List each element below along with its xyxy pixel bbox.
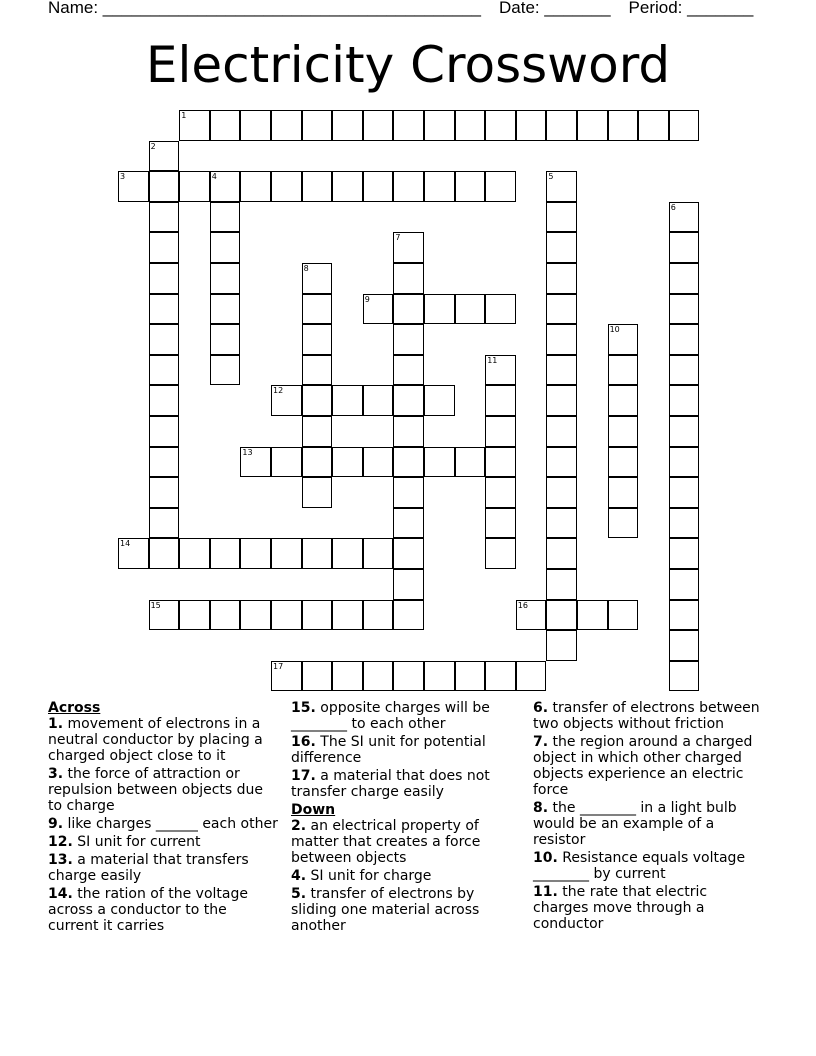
grid-cell[interactable] <box>240 447 271 478</box>
grid-cell[interactable] <box>393 508 424 539</box>
grid-cell[interactable] <box>271 447 302 478</box>
grid-cell[interactable] <box>577 110 608 141</box>
cell-number: 4 <box>211 172 217 182</box>
grid-cell[interactable] <box>424 447 455 478</box>
cell-number: 8 <box>303 264 309 273</box>
grid-cell[interactable] <box>669 355 700 386</box>
grid-cell[interactable] <box>149 447 180 478</box>
grid-cell[interactable] <box>149 171 180 202</box>
cell-number: 10 <box>609 325 620 335</box>
grid-cell[interactable] <box>149 477 180 508</box>
grid-cell[interactable] <box>669 477 700 508</box>
grid-cell[interactable] <box>332 110 363 141</box>
grid-cell[interactable] <box>393 355 424 386</box>
grid-cell[interactable] <box>363 661 394 692</box>
grid-cell[interactable] <box>393 661 424 692</box>
clue-down-7: 7. the region around a charged object in which other charged objects experience an electric force <box>533 734 753 798</box>
grid-cell[interactable] <box>302 538 333 569</box>
grid-cell[interactable] <box>271 661 302 692</box>
grid-cell[interactable] <box>363 447 394 478</box>
grid-cell[interactable] <box>485 294 516 325</box>
cell-number: 9 <box>364 294 370 304</box>
clue-across-13: 13. a material that transfers charge easily <box>48 852 249 884</box>
grid-cell[interactable] <box>363 385 394 416</box>
grid-cell[interactable] <box>149 263 180 294</box>
grid-cell[interactable] <box>546 385 577 416</box>
grid-cell[interactable] <box>393 416 424 447</box>
grid-cell[interactable] <box>546 600 577 631</box>
grid-cell[interactable] <box>669 569 700 600</box>
clue-down-4: 4. SI unit for charge <box>291 868 432 884</box>
grid-cell[interactable] <box>240 600 271 631</box>
grid-cell[interactable] <box>179 538 210 569</box>
cell-number: 7 <box>395 233 401 243</box>
grid-cell[interactable] <box>393 171 424 202</box>
grid-cell[interactable] <box>149 416 180 447</box>
cell-number: 15 <box>150 600 161 610</box>
grid-cell[interactable] <box>393 385 424 416</box>
grid-cell[interactable] <box>546 569 577 600</box>
grid-cell[interactable] <box>455 661 486 692</box>
grid-cell[interactable] <box>485 355 516 386</box>
clue-across-16: 16. The SI unit for potential difference <box>291 734 486 766</box>
grid-cell[interactable] <box>149 141 180 172</box>
grid-cell[interactable] <box>393 324 424 355</box>
grid-cell[interactable] <box>393 447 424 478</box>
grid-cell[interactable] <box>608 477 639 508</box>
grid-cell[interactable] <box>485 385 516 416</box>
cell-number: 12 <box>273 386 284 396</box>
grid-cell[interactable] <box>485 477 516 508</box>
grid-cell[interactable] <box>546 110 577 141</box>
grid-cell[interactable] <box>393 110 424 141</box>
grid-cell[interactable] <box>393 294 424 325</box>
grid-cell[interactable] <box>546 232 577 263</box>
cell-number: 14 <box>120 539 131 549</box>
grid-cell[interactable] <box>608 355 639 386</box>
grid-cell[interactable] <box>669 630 700 661</box>
grid-cell[interactable] <box>393 232 424 263</box>
grid-cell[interactable] <box>179 171 210 202</box>
grid-cell[interactable] <box>149 508 180 539</box>
grid-cell[interactable] <box>608 385 639 416</box>
grid-cell[interactable] <box>302 416 333 447</box>
grid-cell[interactable] <box>546 324 577 355</box>
grid-cell[interactable] <box>302 324 333 355</box>
clue-across-15: 15. opposite charges will be ________ to each other <box>291 700 490 732</box>
grid-cell[interactable] <box>271 110 302 141</box>
grid-cell[interactable] <box>669 416 700 447</box>
grid-cell[interactable] <box>210 294 241 325</box>
cell-number: 2 <box>150 141 156 151</box>
grid-cell[interactable] <box>669 385 700 416</box>
down-heading: Down <box>291 802 336 818</box>
grid-cell[interactable] <box>210 202 241 233</box>
grid-cell[interactable] <box>546 202 577 233</box>
grid-cell[interactable] <box>516 600 547 631</box>
grid-cell[interactable] <box>608 600 639 631</box>
date-field[interactable]: Date: _______ <box>498 0 611 17</box>
across-heading: Across <box>48 700 101 716</box>
grid-cell[interactable] <box>302 263 333 294</box>
clue-down-11: 11. the rate that electric charges move through a conductor <box>533 884 708 932</box>
cell-number: 5 <box>548 172 554 182</box>
cell-number: 1 <box>181 111 187 120</box>
grid-cell[interactable] <box>149 355 180 386</box>
grid-cell[interactable] <box>393 263 424 294</box>
cell-number: 17 <box>273 661 284 671</box>
clue-down-5: 5. transfer of electrons by sliding one material across another <box>291 886 480 934</box>
grid-cell[interactable] <box>210 355 241 386</box>
grid-cell[interactable] <box>302 385 333 416</box>
grid-cell[interactable] <box>669 110 700 141</box>
grid-cell[interactable] <box>546 447 577 478</box>
grid-cell[interactable] <box>302 294 333 325</box>
grid-cell[interactable] <box>455 294 486 325</box>
grid-cell[interactable] <box>546 630 577 661</box>
grid-cell[interactable] <box>302 447 333 478</box>
grid-cell[interactable] <box>363 600 394 631</box>
grid-cell[interactable] <box>638 110 669 141</box>
grid-cell[interactable] <box>302 110 333 141</box>
grid-cell[interactable] <box>485 110 516 141</box>
clue-across-1: 1. movement of electrons in a neutral conductor by placing a charged object close to it <box>48 716 263 764</box>
grid-cell[interactable] <box>179 600 210 631</box>
grid-cell[interactable] <box>149 600 180 631</box>
grid-cell[interactable] <box>363 294 394 325</box>
grid-cell[interactable] <box>669 508 700 539</box>
grid-cell[interactable] <box>302 661 333 692</box>
grid-cell[interactable] <box>149 324 180 355</box>
clue-down-2: 2. an electrical property of matter that creates a force between objects <box>291 818 481 866</box>
grid-cell[interactable] <box>179 110 210 141</box>
grid-cell[interactable] <box>393 538 424 569</box>
grid-cell[interactable] <box>455 447 486 478</box>
grid-cell[interactable] <box>332 385 363 416</box>
grid-cell[interactable] <box>546 508 577 539</box>
grid-cell[interactable] <box>393 569 424 600</box>
grid-cell[interactable] <box>393 477 424 508</box>
grid-cell[interactable] <box>455 171 486 202</box>
grid-cell[interactable] <box>485 538 516 569</box>
grid-cell[interactable] <box>424 661 455 692</box>
grid-cell[interactable] <box>271 385 302 416</box>
grid-cell[interactable] <box>210 171 241 202</box>
grid-cell[interactable] <box>302 171 333 202</box>
grid-cell[interactable] <box>302 355 333 386</box>
grid-cell[interactable] <box>485 171 516 202</box>
grid-cell[interactable] <box>669 232 700 263</box>
clue-across-3: 3. the force of attraction or repulsion between objects due to charge <box>48 766 264 814</box>
clues-column-1 <box>48 700 280 936</box>
grid-cell[interactable] <box>424 294 455 325</box>
grid-cell[interactable] <box>669 324 700 355</box>
grid-cell[interactable] <box>608 416 639 447</box>
grid-cell[interactable] <box>546 294 577 325</box>
grid-cell[interactable] <box>546 538 577 569</box>
grid-cell[interactable] <box>546 171 577 202</box>
grid-cell[interactable] <box>271 538 302 569</box>
grid-cell[interactable] <box>271 171 302 202</box>
grid-cell[interactable] <box>669 661 700 692</box>
cell-number: 11 <box>487 355 498 365</box>
grid-cell[interactable] <box>118 538 149 569</box>
grid-cell[interactable] <box>210 538 241 569</box>
grid-cell[interactable] <box>332 600 363 631</box>
grid-cell[interactable] <box>577 600 608 631</box>
grid-cell[interactable] <box>669 263 700 294</box>
grid-cell[interactable] <box>302 477 333 508</box>
grid-cell[interactable] <box>363 110 394 141</box>
clue-down-8: 8. the ________ in a light bulb would be an example of a resistor <box>533 800 737 848</box>
grid-cell[interactable] <box>608 324 639 355</box>
grid-cell[interactable] <box>240 538 271 569</box>
cell-number: 16 <box>517 600 528 610</box>
grid-cell[interactable] <box>546 416 577 447</box>
grid-cell[interactable] <box>332 538 363 569</box>
grid-cell[interactable] <box>669 294 700 325</box>
cell-number: 3 <box>120 172 126 182</box>
clue-across-14: 14. the ration of the voltage across a conductor to the current it carries <box>48 886 248 934</box>
cell-number: 13 <box>242 447 253 457</box>
grid-cell[interactable] <box>210 232 241 263</box>
clues-column-2 <box>291 700 515 936</box>
grid-cell[interactable] <box>149 538 180 569</box>
grid-cell[interactable] <box>485 508 516 539</box>
grid-cell[interactable] <box>455 110 486 141</box>
grid-cell[interactable] <box>669 538 700 569</box>
grid-cell[interactable] <box>302 600 333 631</box>
grid-cell[interactable] <box>363 538 394 569</box>
grid-cell[interactable] <box>240 171 271 202</box>
page-title: Electricity Crossword <box>145 36 671 94</box>
grid-cell[interactable] <box>424 110 455 141</box>
grid-cell[interactable] <box>669 600 700 631</box>
grid-cell[interactable] <box>424 171 455 202</box>
grid-cell[interactable] <box>271 600 302 631</box>
grid-cell[interactable] <box>485 416 516 447</box>
grid-cell[interactable] <box>149 294 180 325</box>
grid-cell[interactable] <box>608 447 639 478</box>
grid-cell[interactable] <box>210 263 241 294</box>
clue-down-6: 6. transfer of electrons between two objects without friction <box>533 700 760 732</box>
grid-cell[interactable] <box>149 385 180 416</box>
grid-cell[interactable] <box>210 110 241 141</box>
grid-cell[interactable] <box>210 324 241 355</box>
grid-cell[interactable] <box>240 110 271 141</box>
clue-across-9: 9. like charges ______ each other <box>48 816 278 832</box>
clue-across-12: 12. SI unit for current <box>48 834 201 850</box>
grid-cell[interactable] <box>516 661 547 692</box>
period-field[interactable]: Period: _______ <box>628 0 754 17</box>
clue-down-10: 10. Resistance equals voltage ________ by current <box>533 850 746 882</box>
grid-cell[interactable] <box>608 508 639 539</box>
grid-cell[interactable] <box>485 661 516 692</box>
cell-number: 6 <box>670 202 676 212</box>
grid-cell[interactable] <box>516 110 547 141</box>
grid-cell[interactable] <box>546 355 577 386</box>
grid-cell[interactable] <box>210 600 241 631</box>
grid-cell[interactable] <box>149 202 180 233</box>
grid-cell[interactable] <box>546 263 577 294</box>
name-field[interactable]: Name: ________________________________________ <box>48 0 481 17</box>
grid-cell[interactable] <box>118 171 149 202</box>
grid-cell[interactable] <box>424 385 455 416</box>
grid-cell[interactable] <box>669 447 700 478</box>
grid-cell[interactable] <box>393 600 424 631</box>
grid-cell[interactable] <box>608 110 639 141</box>
grid-cell[interactable] <box>363 171 394 202</box>
grid-cell[interactable] <box>149 232 180 263</box>
grid-cell[interactable] <box>546 477 577 508</box>
grid-cell[interactable] <box>332 447 363 478</box>
grid-cell[interactable] <box>669 202 700 233</box>
grid-cell[interactable] <box>332 661 363 692</box>
grid-cell[interactable] <box>332 171 363 202</box>
grid-cell[interactable] <box>485 447 516 478</box>
clue-across-17: 17. a material that does not transfer charge easily <box>291 768 490 800</box>
clues-column-3 <box>533 700 765 934</box>
